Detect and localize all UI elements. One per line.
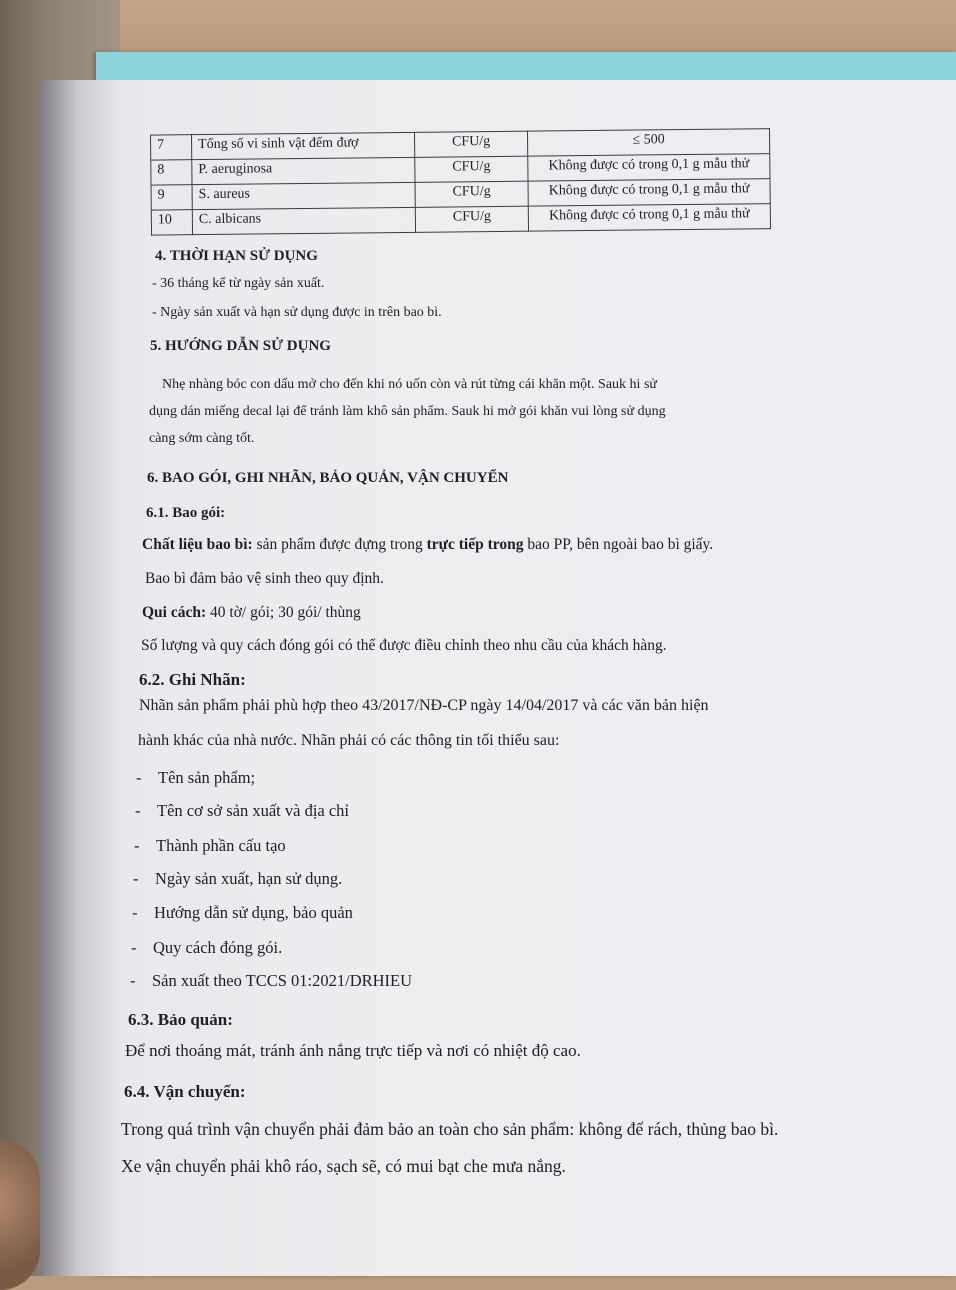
- bullet-dash: -: [135, 801, 141, 820]
- row-limit: ≤ 500: [527, 129, 769, 157]
- row-number: 10: [151, 210, 192, 235]
- row-name: P. aeruginosa: [192, 157, 415, 184]
- section-5-heading: 5. HƯỚNG DẪN SỬ DỤNG: [150, 338, 331, 354]
- label-item-text: Hướng dẫn sử dụng, bảo quản: [154, 903, 353, 922]
- microbial-spec-table: [150, 128, 771, 235]
- label-item: [135, 801, 349, 821]
- row-number: 8: [151, 160, 192, 185]
- section-6-3-heading: 6.3. Bảo quản:: [128, 1010, 233, 1029]
- transport-line-2: Xe vận chuyển phải khô ráo, sạch sẽ, có mui bạt che mưa nắng.: [121, 1156, 566, 1176]
- bullet-dash: -: [134, 836, 140, 855]
- label-item-text: Quy cách đóng gói.: [153, 938, 283, 957]
- section-4-heading: 4. THỜI HẠN SỬ DỤNG: [155, 248, 318, 264]
- row-unit: CFU/g: [415, 206, 528, 232]
- label-item-text: Tên cơ sở sản xuất và địa chỉ: [157, 801, 350, 820]
- packaging-material-text-2: bao PP, bên ngoài bao bì giấy.: [523, 536, 714, 553]
- bullet-dash: -: [131, 938, 137, 957]
- packaging-material-label: Chất liệu bao bì:: [142, 536, 253, 553]
- label-item: [132, 903, 353, 923]
- label-item: [136, 768, 255, 788]
- label-item: [134, 836, 286, 856]
- row-unit: CFU/g: [415, 156, 528, 182]
- packaging-material-line: [142, 536, 713, 554]
- packaging-spec-text: 40 tờ/ gói; 30 gói/ thùng: [206, 604, 361, 621]
- bullet-dash: -: [132, 903, 138, 922]
- packaging-material-bold: trực tiếp trong: [426, 536, 524, 553]
- row-limit: Không được có trong 0,1 g mẫu thử: [528, 204, 770, 232]
- thumb: [0, 1140, 40, 1290]
- row-limit: Không được có trong 0,1 g mẫu thử: [528, 154, 770, 182]
- row-limit: Không được có trong 0,1 g mẫu thử: [528, 179, 770, 207]
- row-unit: CFU/g: [415, 181, 528, 207]
- row-number: 7: [151, 135, 192, 160]
- section-5-line-1: Nhẹ nhàng bóc con dấu mở cho đến khi nó uốn còn và rút từng cái khăn một. Sauk hi sử: [162, 377, 657, 392]
- row-number: 9: [151, 185, 192, 210]
- label-item: [131, 938, 282, 958]
- bullet-dash: -: [133, 869, 139, 888]
- section-4-line-2: - Ngày sản xuất và hạn sử dụng được in trên bao bì.: [152, 305, 442, 320]
- label-item-text: Ngày sản xuất, hạn sử dụng.: [155, 869, 343, 888]
- row-name: C. albicans: [192, 207, 415, 234]
- row-name: Tổng số vi sinh vật đếm đượ: [192, 132, 415, 159]
- row-unit: CFU/g: [414, 131, 527, 157]
- packaging-adjust: Số lượng và quy cách đóng gói có thể được điều chỉnh theo nhu cầu của khách hàng.: [141, 637, 667, 654]
- page-content: [114, 128, 815, 236]
- packaging-material-text-1: sản phẩm được đựng trong: [252, 536, 427, 553]
- section-6-4-heading: 6.4. Vận chuyển:: [124, 1082, 246, 1101]
- storage-text: Để nơi thoáng mát, tránh ánh nắng trực tiếp và nơi có nhiệt độ cao.: [125, 1041, 581, 1060]
- row-name: S. aureus: [192, 182, 415, 209]
- section-6-1-heading: 6.1. Bao gói:: [146, 505, 226, 521]
- section-4-line-1: - 36 tháng kể từ ngày sản xuất.: [152, 276, 325, 291]
- label-item: [133, 869, 342, 889]
- label-item-text: Thành phần cấu tạo: [156, 836, 286, 855]
- label-line-1: Nhãn sản phẩm phải phù hợp theo 43/2017/NĐ-CP ngày 14/04/2017 và các văn bản hiện: [139, 697, 709, 714]
- transport-line-1: Trong quá trình vận chuyển phải đảm bảo an toàn cho sản phẩm: không để rách, thủng bao bì.: [121, 1119, 779, 1139]
- section-6-2-heading: 6.2. Ghi Nhãn:: [139, 670, 246, 689]
- label-item-text: Sản xuất theo TCCS 01:2021/DRHIEU: [152, 971, 413, 990]
- section-5-line-2: dụng dán miếng decal lại để tránh làm khô sản phẩm. Sauk hi mở gói khăn vui lòng sử dụng: [149, 404, 666, 419]
- packaging-spec-line: [142, 604, 361, 622]
- bullet-dash: -: [130, 971, 136, 990]
- section-5-line-3: càng sớm càng tốt.: [149, 431, 255, 446]
- section-6-heading: 6. BAO GÓI, GHI NHÃN, BẢO QUẢN, VẬN CHUYỂN: [147, 470, 509, 486]
- label-item: [130, 971, 412, 991]
- packaging-hygiene: Bao bì đảm bảo vệ sinh theo quy định.: [145, 570, 384, 587]
- label-line-2: hành khác của nhà nước. Nhãn phải có các thông tin tối thiểu sau:: [138, 732, 560, 749]
- label-item-text: Tên sản phẩm;: [158, 768, 256, 787]
- packaging-spec-label: Qui cách:: [142, 604, 207, 621]
- bullet-dash: -: [136, 768, 142, 787]
